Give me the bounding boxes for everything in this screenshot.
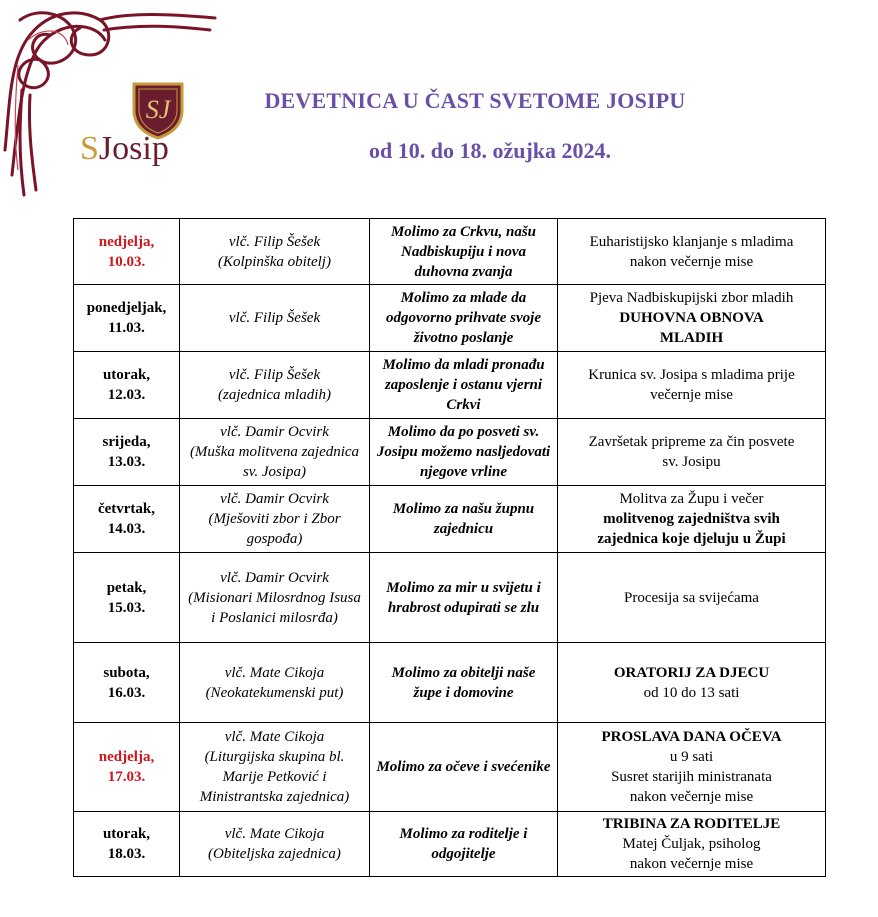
event-line: zajednica koje djeluju u Župi: [597, 531, 786, 547]
community-name: (Mješoviti zbor i Zbor gospođa): [208, 511, 341, 547]
logo-letter-s: S: [80, 130, 99, 167]
event-line: Procesija sa svijećama: [624, 589, 759, 606]
priest-name: vlč. Damir Ocvirk: [220, 424, 329, 440]
table-row: [74, 486, 826, 553]
priest-cell: [180, 219, 370, 285]
prayer-intention: Molimo za Crkvu, našu Nadbiskupiju i nova duhovna zvanja: [370, 219, 558, 285]
event-line: Krunica sv. Josipa s mladima prije: [588, 367, 795, 383]
community-name: (Liturgijska skupina bl. Marije Petković i Ministrantska zajednica): [199, 749, 350, 805]
day-name: nedjelja,: [98, 749, 155, 765]
sv-josip-logo: [75, 75, 205, 185]
table-row: [74, 419, 826, 486]
day-cell: [74, 643, 180, 723]
table-row: [74, 723, 826, 812]
day-date: 10.03.: [107, 253, 146, 270]
priest-name: vlč. Filip Šešek: [228, 233, 321, 250]
event-line: nakon večernje mise: [629, 856, 754, 872]
event-line: Susret starijih ministranata: [611, 769, 772, 785]
event-line: nakon večernje mise: [629, 789, 754, 805]
community-name: (zajednica mladih): [218, 387, 331, 403]
table-row: [74, 553, 826, 643]
table-row: [74, 352, 826, 419]
priest-cell: [180, 812, 370, 877]
event-line: Euharistijsko klanjanje s mladima: [589, 233, 794, 250]
page-title: DEVETNICA U ČAST SVETOME JOSIPU: [264, 88, 686, 113]
day-date: 17.03.: [107, 769, 146, 785]
prayer-intention: Molimo da mladi pronađu zaposlenje i ostanu vjerni Crkvi: [370, 352, 558, 419]
day-date: 14.03.: [107, 521, 146, 537]
event-line: od 10 do 13 sati: [643, 684, 740, 701]
day-date: 15.03.: [107, 599, 146, 616]
event-cell: [558, 643, 826, 723]
day-date: 11.03.: [108, 320, 145, 336]
priest-cell: [180, 352, 370, 419]
priest-name: vlč. Mate Cikoja: [224, 664, 325, 681]
priest-name: vlč. Mate Cikoja: [224, 729, 325, 745]
logo-wordmark: [80, 130, 169, 168]
priest-name: vlč. Filip Šešek: [228, 310, 321, 326]
event-line: večernje mise: [650, 387, 733, 403]
day-date: 13.03.: [107, 454, 146, 470]
day-cell: [74, 486, 180, 553]
event-line: Završetak pripreme za čin posvete: [588, 434, 795, 450]
event-line: TRIBINA ZA RODITELJE: [602, 816, 781, 832]
day-date: 12.03.: [107, 387, 146, 403]
event-line: molitvenog zajedništva svih: [603, 511, 780, 527]
day-name: subota,: [103, 664, 150, 681]
priest-cell: [180, 643, 370, 723]
day-cell: [74, 723, 180, 812]
shield-monogram: SJ: [145, 95, 171, 124]
priest-cell: [180, 419, 370, 486]
day-date: 18.03.: [107, 846, 146, 862]
prayer-intention: Molimo za mlade da odgovorno prihvate svoje životno poslanje: [370, 285, 558, 352]
priest-name: vlč. Damir Ocvirk: [220, 569, 329, 586]
community-name: (Misionari Milosrdnog Isusa i Poslanici milosrđa): [188, 589, 361, 626]
day-name: petak,: [106, 579, 147, 596]
event-cell: [558, 219, 826, 285]
priest-cell: [180, 486, 370, 553]
event-line: Pjeva Nadbiskupijski zbor mladih: [589, 290, 794, 306]
day-name: srijeda,: [102, 434, 151, 450]
priest-name: vlč. Damir Ocvirk: [220, 491, 329, 507]
day-name: ponedjeljak,: [86, 300, 167, 316]
community-name: (Muška molitvena zajednica sv. Josipa): [189, 444, 360, 480]
event-line: Molitva za Župu i večer: [619, 491, 764, 507]
prayer-intention: Molimo za očeve i svećenike: [370, 723, 558, 812]
day-cell: [74, 419, 180, 486]
event-line: DUHOVNA OBNOVA: [619, 310, 764, 326]
priest-name: vlč. Mate Cikoja: [224, 826, 325, 842]
day-name: nedjelja,: [98, 233, 155, 250]
event-line: sv. Josipu: [662, 454, 721, 470]
table-row: [74, 219, 826, 285]
priest-cell: [180, 553, 370, 643]
prayer-intention: Molimo za mir u svijetu i hrabrost odupirati se zlu: [370, 553, 558, 643]
event-line: ORATORIJ ZA DJECU: [613, 664, 770, 681]
event-cell: [558, 285, 826, 352]
event-cell: [558, 553, 826, 643]
table-row: [74, 812, 826, 877]
event-line: u 9 sati: [669, 749, 714, 765]
prayer-intention: Molimo za roditelje i odgojitelje: [370, 812, 558, 877]
day-name: četvrtak,: [97, 501, 156, 517]
prayer-intention: Molimo za obitelji naše župe i domovine: [370, 643, 558, 723]
table-row: [74, 643, 826, 723]
event-cell: [558, 419, 826, 486]
schedule-table: [73, 218, 826, 877]
prayer-intention: Molimo za našu župnu zajednicu: [370, 486, 558, 553]
community-name: (Kolpinška obitelj): [218, 253, 331, 270]
event-cell: [558, 486, 826, 553]
logo-word-josip: Josip: [98, 130, 169, 167]
event-line: PROSLAVA DANA OČEVA: [601, 729, 782, 745]
event-cell: [558, 812, 826, 877]
prayer-intention: Molimo da po posveti sv. Josipu možemo nasljedovati njegove vrline: [370, 419, 558, 486]
community-name: (Neokatekumenski put): [205, 684, 344, 701]
day-cell: [74, 553, 180, 643]
day-cell: [74, 285, 180, 352]
event-cell: [558, 352, 826, 419]
schedule-body: [74, 219, 826, 877]
priest-cell: [180, 723, 370, 812]
day-cell: [74, 812, 180, 877]
page-subtitle: od 10. do 18. ožujka 2024.: [368, 138, 612, 163]
event-cell: [558, 723, 826, 812]
day-cell: [74, 352, 180, 419]
priest-cell: [180, 285, 370, 352]
day-cell: [74, 219, 180, 285]
community-name: (Obiteljska zajednica): [208, 846, 341, 862]
event-line: Matej Čuljak, psiholog: [622, 836, 761, 852]
priest-name: vlč. Filip Šešek: [228, 367, 321, 383]
event-line: nakon večernje mise: [629, 253, 754, 270]
event-line: MLADIH: [659, 330, 724, 346]
day-date: 16.03.: [107, 684, 146, 701]
table-row: [74, 285, 826, 352]
day-name: utorak,: [102, 826, 151, 842]
day-name: utorak,: [102, 367, 151, 383]
